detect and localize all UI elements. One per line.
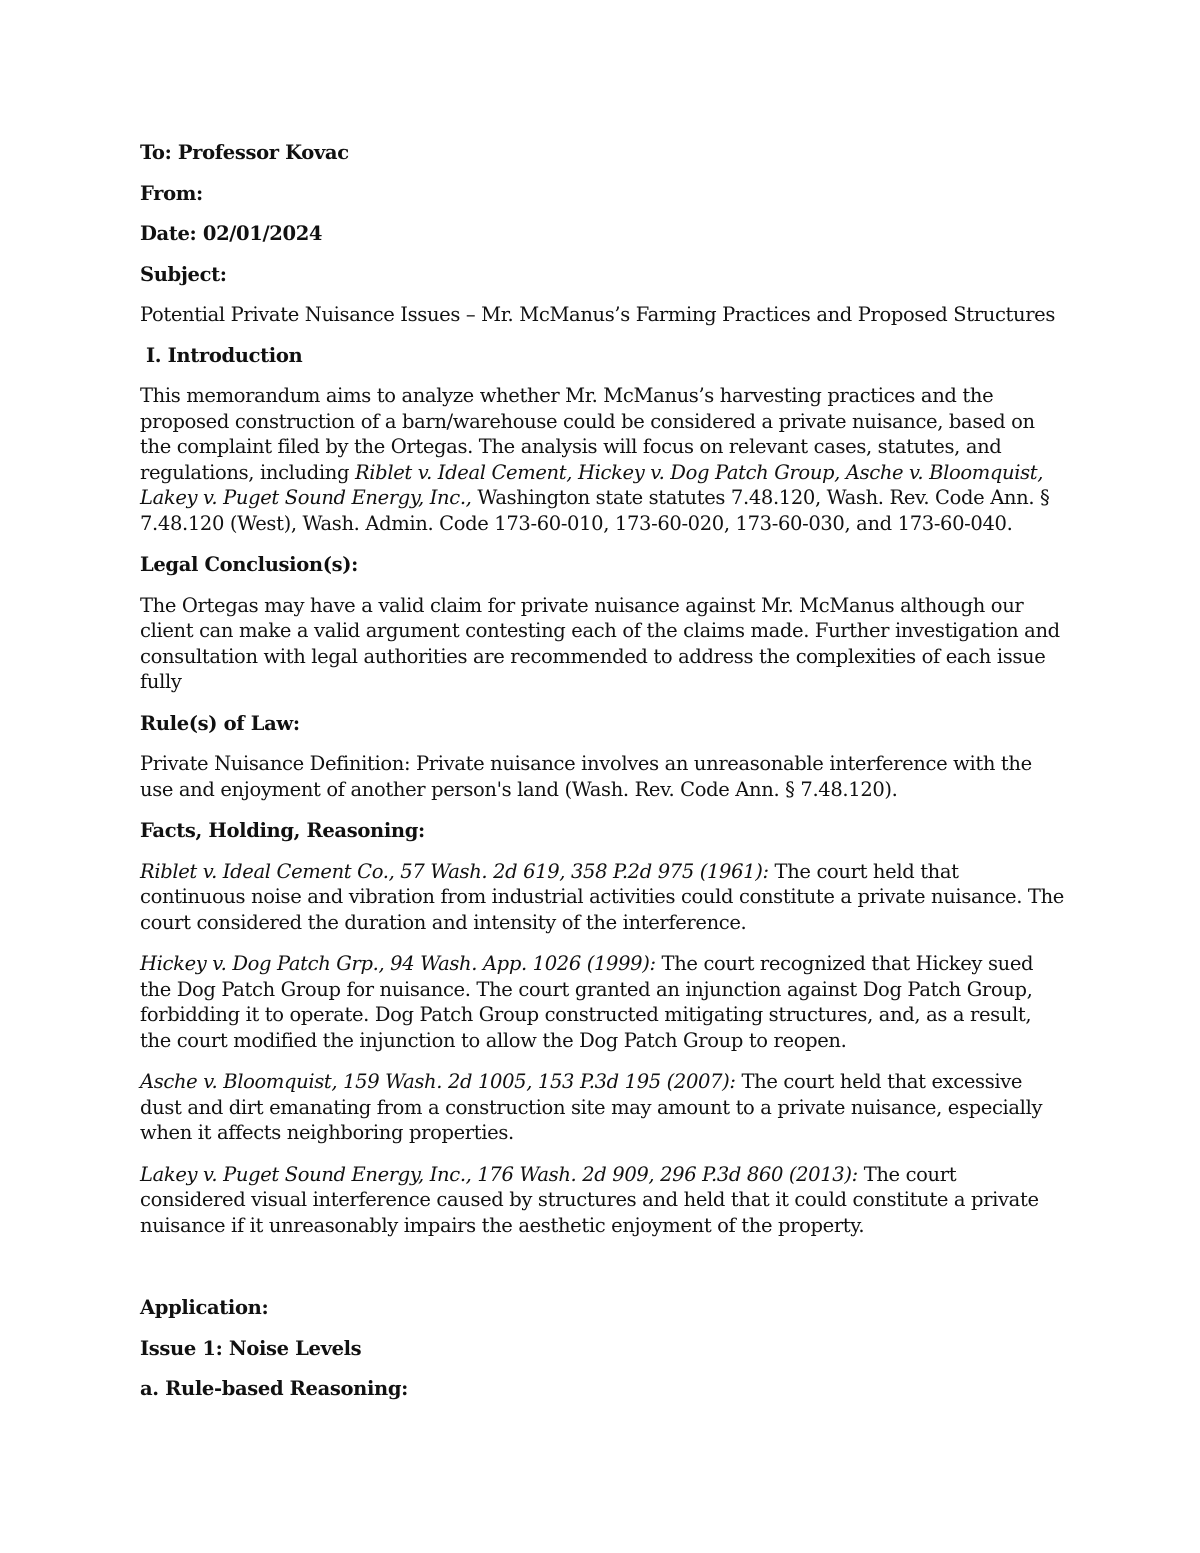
rules-of-law-heading: Rule(s) of Law: [140, 711, 300, 735]
memo-page [140, 140, 1070, 1402]
memo-subject-text: Potential Private Nuisance Issues – Mr. McManus’s Farming Practices and Proposed Structures [140, 303, 1056, 326]
case-riblet [140, 859, 1065, 936]
case-citation: Lakey v. Puget Sound Energy, Inc., 176 Wash. 2d 909, 296 P.3d 860 (2013): [140, 1162, 858, 1186]
memo-date: Date: 02/01/2024 [140, 222, 323, 245]
legal-conclusion-paragraph: The Ortegas may have a valid claim for private nuisance against Mr. McManus although our client can make a valid argument contesting each of the claims made. Further investigation and consultation with legal authorities are recommended to address the complexities of each issue fully [140, 593, 1060, 693]
case-lakey [140, 1162, 1065, 1239]
legal-conclusion-heading: Legal Conclusion(s): [140, 553, 358, 576]
introduction-paragraph [140, 383, 1065, 536]
introduction-text-2: Washington state statutes 7.48.120, Wash. Rev. Code Ann. § 7.48.120 (West), Wash. Admin. Code 173-60-010, 173-60-020, 173-60-030, and 173-60-040. [140, 486, 1050, 535]
case-text: The court held that continuous noise and vibration from industrial activities could constitute a private nuisance. The court considered the duration and intensity of the interference. [140, 859, 1064, 934]
memo-subject-label: Subject: [140, 262, 227, 286]
introduction-heading: I. Introduction [146, 343, 303, 367]
case-hickey [140, 951, 1065, 1053]
case-citation: Hickey v. Dog Patch Grp., 94 Wash. App. 1026 (1999): [140, 952, 656, 975]
introduction-text-1: This memorandum aims to analyze whether Mr. McManus’s harvesting practices and the proposed construction of a barn/warehouse could be considered a private nuisance, based on the complaint filed by the Ortegas. The analysis will focus on relevant cases, statutes, and regulations, including [140, 384, 1035, 484]
issue-1-heading: Issue 1: Noise Levels [140, 1336, 362, 1360]
case-citation: Riblet v. Ideal Cement Co., 57 Wash. 2d 619, 358 P.2d 975 (1961): [140, 859, 769, 883]
rule-based-reasoning-heading: a. Rule-based Reasoning: [140, 1377, 409, 1400]
case-text: The court considered visual interference caused by structures and held that it could constitute a private nuisance if it unreasonably impairs the aesthetic enjoyment of the property. [140, 1162, 1039, 1237]
case-asche [140, 1069, 1065, 1146]
case-citation: Asche v. Bloomquist, 159 Wash. 2d 1005, 153 P.3d 195 (2007): [140, 1070, 736, 1093]
facts-heading: Facts, Holding, Reasoning: [140, 819, 425, 842]
memo-to: To: Professor Kovac [140, 141, 349, 164]
rules-of-law-paragraph: Private Nuisance Definition: Private nuisance involves an unreasonable interference with the use and enjoyment of another person's land (Wash. Rev. Code Ann. § 7.48.120). [140, 752, 1032, 801]
case-text: The court held that excessive dust and dirt emanating from a construction site may amount to a private nuisance, especially when it affects neighboring properties. [140, 1070, 1043, 1144]
memo-from: From: [140, 181, 203, 205]
application-heading: Application: [140, 1296, 269, 1319]
introduction-cases: Riblet v. Ideal Cement, Hickey v. Dog Patch Group, Asche v. Bloomquist, Lakey v. Puget Sound Energy, Inc., [140, 460, 1044, 509]
case-text: The court recognized that Hickey sued the Dog Patch Group for nuisance. The court granted an injunction against Dog Patch Group, forbidding it to operate. Dog Patch Group constructed mitigating structures, and, as a result, the court modified the injunction to allow the Dog Patch Group to reopen. [140, 952, 1034, 1052]
